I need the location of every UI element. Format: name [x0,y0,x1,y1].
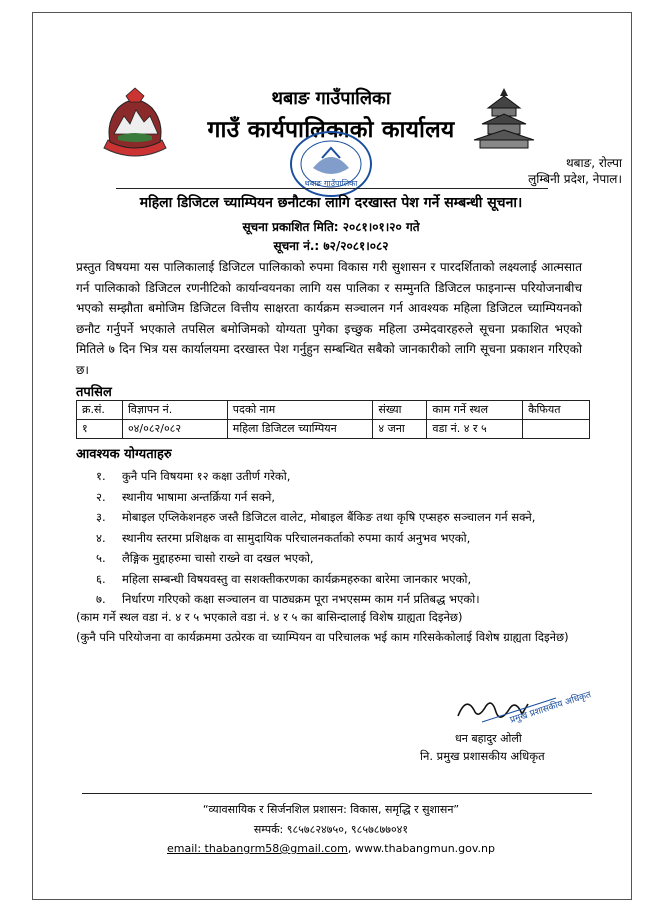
list-item-number: १. [96,469,106,483]
table-header-cell: विज्ञापन नं. [122,401,227,420]
list-item-text: लैङ्गिक मुद्दाहरुमा चासो राख्ने वा दखल भएको, [122,551,314,565]
table-header-cell: काम गर्ने स्थल [427,401,523,420]
table-header-row [77,401,590,420]
list-item-text: महिला सम्बन्धी विषयवस्तु वा सशक्तीकरणका कार्यक्रमहरुका बारेमा जानकार भएको, [122,571,472,586]
municipality-name: थबाङ गाउँपालिका [271,88,391,109]
list-item-number: ७. [96,592,106,606]
address-line2: लुम्बिनी प्रदेश, नेपाल। [528,172,622,186]
requirements-list [96,466,586,610]
officer-name: धन बहादुर ओली [455,732,522,745]
officer-stamp: प्रमुख प्रशासकीय अधिकृत [508,690,593,726]
notice-body: प्रस्तुत विषयमा यस पालिकालाई डिजिटल पालिकाको रुपमा विकास गरी सुशासन र पारदर्शिताको लक्ष्यलाई आत्मसात गर्न पालिकाको डिजिटल रणनीटिको कार्यान्वयनका लागि यस पालिका र सम्मुनति डिजिटल फाइनान्स परियोजनाबीच भएको सम्झौता बमोजिम डिजिटल वित्तीय साक्षरता कार्यक्रम सञ्चालन गर्न आवश्यक महिला डिजिटल च्याम्पियनको छनौट गर्नुपर्ने भएकाले तपसिल बमोजिमको योग्यता पुगेका इच्छुक महिला उम्मेदवारहरुले सूचना प्रकाशित भएको मितिले ७ दिन भित्र यस कार्यालयमा दरखास्त पेश गर्नुहुन सम्बन्धित सबैको जानकारीको लागि सूचना प्रकाशन गरिएको छ। [76,260,582,377]
table-header-cell: क्र.सं. [77,401,123,420]
note-experience-preference: (कुनै पनि परियोजना वा कार्यक्रममा उत्प्रेरक वा च्याम्पियन वा परिचालक भई काम गरिसकेकोलाई विशेष ग्राह्यता दिइनेछ) [76,630,569,644]
list-item-number: ४. [96,530,106,545]
vacancy-table [76,400,590,439]
table-cell: वडा नं. ४ र ५ [427,420,523,439]
office-name: गाउँ कार्यपालिकाको कार्यालय [207,117,455,143]
officer-title: नि. प्रमुख प्रशासकीय अधिकृत [420,749,545,763]
list-item [96,569,586,590]
seal-text: थबाङ गाउँपालिका [304,179,358,188]
list-item-text: स्थानीय स्तरमा प्रशिक्षक वा सामुदायिक परिचालनकर्ताको रुपमा कार्य अनुभव भएको, [122,530,471,545]
table-cell: महिला डिजिटल च्याम्पियन [227,420,373,439]
list-item [96,466,586,487]
table-header-cell: संख्या [373,401,427,420]
table-row [77,420,590,439]
publish-date: सूचना प्रकाशित मिति: २०८१।०१।२० गते [242,220,420,234]
notice-number: सूचना नं.: ७२/२०८१।०८२ [273,239,389,253]
list-item-number: ५. [96,551,106,565]
note-ward-preference: (काम गर्ने स्थल वडा नं. ४ र ५ भएकाले वडा नं. ४ र ५ का बासिन्दालाई विशेष ग्राह्यता दिइनेछ) [76,610,463,624]
email-link[interactable]: email: thabangrm58@gmail.com [167,842,348,855]
list-item-text: मोबाइल एप्लिकेशनहरु जस्तै डिजिटल वालेट, मोबाइल बैंकिङ तथा कृषि एप्सहरु सञ्चालन गर्न सक्ने, [122,510,536,524]
website-link[interactable]: , www.thabangmun.gov.np [347,842,495,855]
table-header-cell: पदको नाम [227,401,373,420]
tapasil-title: तपसिल [76,385,112,400]
list-item-number: २. [96,489,106,504]
list-item-text: स्थानीय भाषामा अन्तर्क्रिया गर्न सक्ने, [122,489,276,504]
table-cell: ४ जना [373,420,427,439]
list-item [96,589,586,610]
notice-subject: महिला डिजिटल च्याम्पियन छनौटका लागि दरखास्त पेश गर्ने सम्बन्धी सूचना। [139,195,523,211]
list-item [96,548,586,569]
list-item [96,528,586,549]
footer-slogan: “व्यावसायिक र सिर्जनशिल प्रशासन: विकास, समृद्धि र सुशासन” [202,803,460,816]
footer-phone: सम्पर्क: ९८५७८२४७५०, ९८५७८७७०४१ [253,823,409,836]
footer-divider [82,793,592,794]
address-line1: थबाङ, रोल्पा [566,156,622,170]
header-divider [116,188,548,189]
list-item [96,507,586,528]
list-item-number: ३. [96,510,106,524]
table-cell: ०४/०८२/०८२ [122,420,227,439]
list-item-text: निर्धारण गरिएको कक्षा सञ्चालन वा पाठ्यक्रम पूरा नभएसम्म काम गर्न प्रतिबद्ध भएको। [122,592,480,606]
list-item [96,487,586,508]
table-header-cell: कैफियत [523,401,590,420]
table-cell: १ [77,420,123,439]
footer-contact [0,842,662,855]
list-item-number: ६. [96,571,106,586]
table-cell [523,420,590,439]
requirements-title: आवश्यक योग्यताहरु [76,447,172,462]
list-item-text: कुनै पनि विषयमा १२ कक्षा उतीर्ण गरेको, [122,469,291,483]
